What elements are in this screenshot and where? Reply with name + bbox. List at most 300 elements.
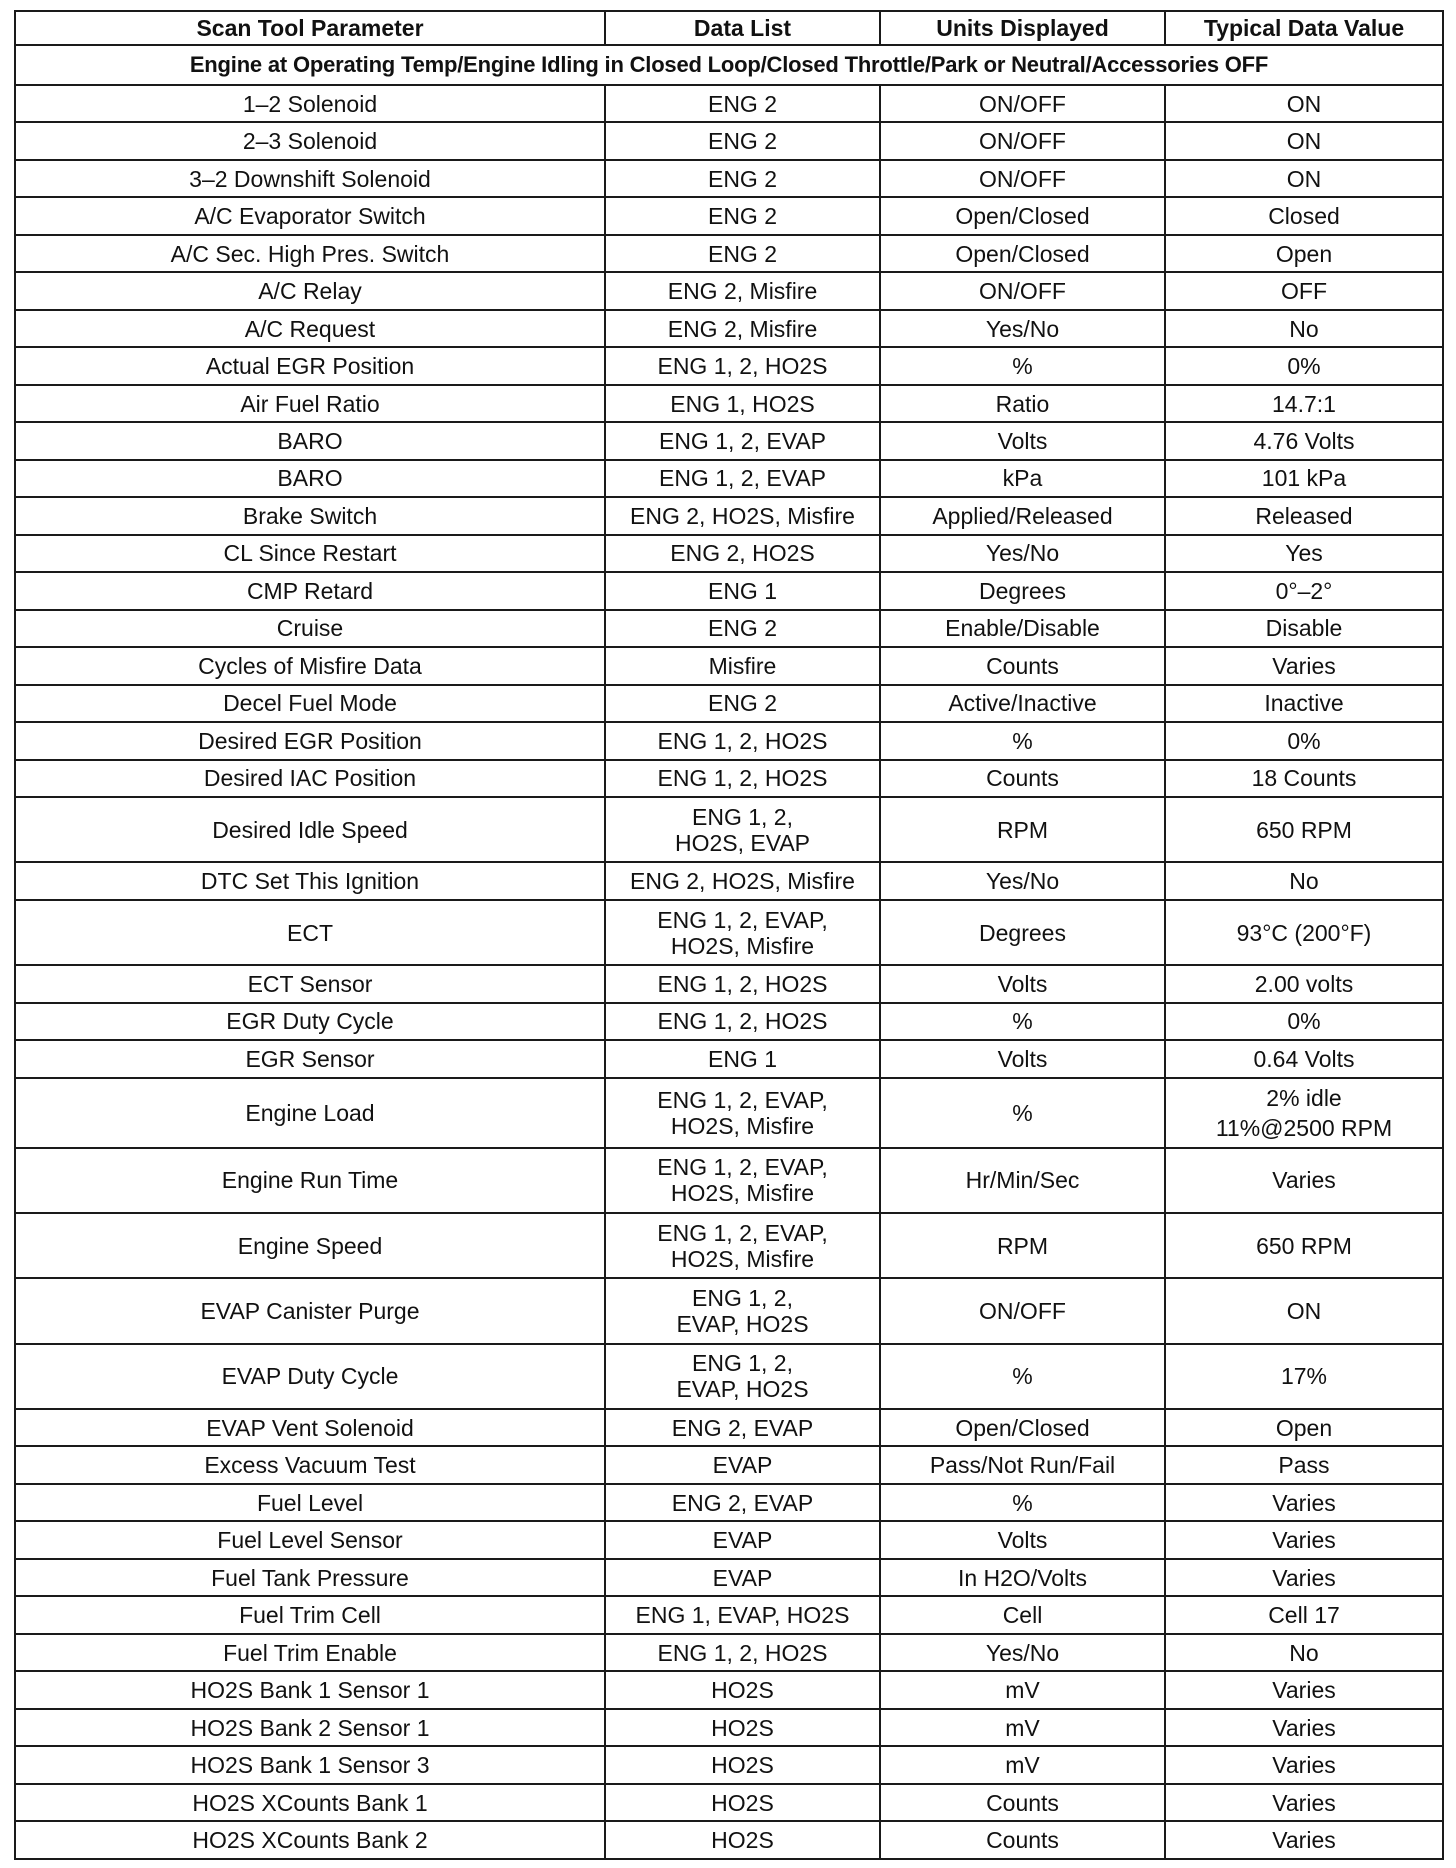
cell-data-list-line-2: HO2S, Misfire bbox=[670, 1245, 815, 1272]
cell-data-list-line: ENG 2 bbox=[707, 128, 778, 155]
cell-data-list bbox=[605, 1521, 880, 1558]
cell-units-line: Counts bbox=[986, 1827, 1059, 1854]
cell-units bbox=[880, 85, 1165, 122]
table-row bbox=[15, 965, 1443, 1002]
table-row bbox=[15, 1784, 1443, 1821]
cell-parameter bbox=[15, 1003, 605, 1040]
cell-units-line: ON/OFF bbox=[979, 278, 1066, 305]
cell-typical-value bbox=[1165, 1344, 1443, 1409]
table-row bbox=[15, 460, 1443, 497]
cell-units-line: Ratio bbox=[995, 390, 1050, 417]
cell-units-line: % bbox=[1012, 727, 1033, 754]
table-body bbox=[15, 45, 1443, 1859]
table-row bbox=[15, 385, 1443, 422]
cell-units bbox=[880, 862, 1165, 899]
cell-parameter-line: A/C Evaporator Switch bbox=[194, 203, 426, 230]
cell-data-list bbox=[605, 197, 880, 234]
header-parameter: Scan Tool Parameter bbox=[15, 11, 605, 45]
cell-units bbox=[880, 1521, 1165, 1558]
table-row bbox=[15, 1484, 1443, 1521]
cell-typical-value bbox=[1165, 347, 1443, 384]
cell-parameter bbox=[15, 85, 605, 122]
cell-data-list-line: ENG 1, 2, bbox=[692, 1285, 793, 1312]
cell-data-list-line-2: HO2S, Misfire bbox=[670, 932, 815, 959]
cell-data-list-line: EVAP bbox=[712, 1527, 773, 1554]
cell-parameter bbox=[15, 197, 605, 234]
cell-data-list bbox=[605, 572, 880, 609]
table-row bbox=[15, 1278, 1443, 1343]
cell-typical-value bbox=[1165, 310, 1443, 347]
cell-data-list-line: HO2S bbox=[711, 1789, 774, 1816]
cell-typical-value bbox=[1165, 1078, 1443, 1148]
cell-typical-value-line: Varies bbox=[1272, 1677, 1336, 1704]
table-row bbox=[15, 572, 1443, 609]
cell-parameter-line: EVAP Duty Cycle bbox=[221, 1363, 399, 1390]
cell-parameter bbox=[15, 422, 605, 459]
cell-parameter bbox=[15, 1596, 605, 1633]
cell-typical-value-line: 650 RPM bbox=[1256, 1232, 1352, 1259]
cell-typical-value bbox=[1165, 1746, 1443, 1783]
cell-typical-value-line: Varies bbox=[1272, 1752, 1336, 1779]
cell-typical-value bbox=[1165, 1003, 1443, 1040]
cell-data-list bbox=[605, 460, 880, 497]
cell-typical-value-line: Varies bbox=[1272, 1527, 1336, 1554]
cell-typical-value-line: 14.7:1 bbox=[1272, 390, 1336, 417]
cell-parameter-line: Desired EGR Position bbox=[198, 727, 422, 754]
cell-units-line: Pass/Not Run/Fail bbox=[929, 1452, 1116, 1479]
cell-parameter-line: EGR Sensor bbox=[245, 1045, 375, 1072]
scan-tool-data-table bbox=[14, 10, 1444, 1860]
cell-typical-value-line: 18 Counts bbox=[1251, 765, 1357, 792]
cell-units bbox=[880, 1213, 1165, 1278]
cell-parameter-line: HO2S Bank 1 Sensor 1 bbox=[190, 1677, 430, 1704]
cell-parameter-line: Cycles of Misfire Data bbox=[198, 652, 422, 679]
cell-parameter-line: CL Since Restart bbox=[223, 540, 397, 567]
cell-parameter-line: Cruise bbox=[276, 615, 344, 642]
cell-data-list-line: ENG 1, 2, EVAP, bbox=[657, 1154, 828, 1181]
cell-data-list-line: ENG 1, 2, EVAP, bbox=[657, 1086, 828, 1113]
cell-typical-value-line: No bbox=[1289, 868, 1319, 895]
cell-units-line: kPa bbox=[1002, 465, 1043, 492]
cell-parameter-line: HO2S Bank 2 Sensor 1 bbox=[190, 1714, 430, 1741]
cell-units-line: Volts bbox=[997, 1527, 1048, 1554]
cell-data-list-line: HO2S bbox=[711, 1714, 774, 1741]
cell-units-line: Active/Inactive bbox=[948, 690, 1097, 717]
cell-data-list-line: ENG 2 bbox=[707, 203, 778, 230]
cell-units-line: Yes/No bbox=[985, 315, 1060, 342]
cell-parameter-line: Fuel Trim Cell bbox=[239, 1602, 381, 1629]
table-row bbox=[15, 535, 1443, 572]
cell-parameter bbox=[15, 685, 605, 722]
cell-parameter-line: Fuel Level bbox=[256, 1489, 364, 1516]
table-row bbox=[15, 1634, 1443, 1671]
cell-parameter-line: HO2S XCounts Bank 2 bbox=[192, 1827, 428, 1854]
cell-typical-value bbox=[1165, 1484, 1443, 1521]
table-row bbox=[15, 1344, 1443, 1409]
cell-data-list-line: ENG 1, 2, EVAP, bbox=[657, 1219, 828, 1246]
table-row bbox=[15, 422, 1443, 459]
cell-data-list bbox=[605, 1484, 880, 1521]
cell-typical-value bbox=[1165, 1446, 1443, 1483]
cell-data-list-line: ENG 1 bbox=[707, 577, 778, 604]
cell-typical-value-line: 101 kPa bbox=[1261, 465, 1347, 492]
cell-parameter bbox=[15, 160, 605, 197]
cell-parameter-line: Desired Idle Speed bbox=[212, 816, 408, 843]
cell-typical-value bbox=[1165, 1521, 1443, 1558]
table-row bbox=[15, 685, 1443, 722]
cell-units-line: ON/OFF bbox=[979, 1298, 1066, 1325]
cell-units bbox=[880, 900, 1165, 965]
cell-data-list-line: Misfire bbox=[708, 652, 777, 679]
cell-data-list-line: ENG 2, EVAP bbox=[671, 1414, 814, 1441]
cell-typical-value bbox=[1165, 160, 1443, 197]
table-row bbox=[15, 1559, 1443, 1596]
cell-typical-value-line-2: 11%@2500 RPM bbox=[1215, 1114, 1393, 1141]
cell-typical-value-line: No bbox=[1289, 1639, 1319, 1666]
cell-units bbox=[880, 197, 1165, 234]
cell-data-list bbox=[605, 1213, 880, 1278]
cell-typical-value bbox=[1165, 685, 1443, 722]
cell-parameter bbox=[15, 1213, 605, 1278]
cell-data-list-line: ENG 1, 2, HO2S bbox=[657, 1639, 828, 1666]
table-row bbox=[15, 1148, 1443, 1213]
cell-data-list bbox=[605, 85, 880, 122]
cell-data-list bbox=[605, 862, 880, 899]
cell-typical-value bbox=[1165, 1784, 1443, 1821]
cell-parameter-line: ECT bbox=[287, 919, 333, 946]
cell-units-line: Volts bbox=[997, 1045, 1048, 1072]
cell-data-list bbox=[605, 722, 880, 759]
cell-typical-value bbox=[1165, 197, 1443, 234]
cell-data-list bbox=[605, 272, 880, 309]
cell-typical-value-line: Disable bbox=[1265, 615, 1343, 642]
cell-units bbox=[880, 235, 1165, 272]
cell-data-list bbox=[605, 797, 880, 862]
cell-typical-value bbox=[1165, 722, 1443, 759]
table-row bbox=[15, 1746, 1443, 1783]
cell-data-list-line: ENG 2 bbox=[707, 165, 778, 192]
header-typical-value: Typical Data Value bbox=[1165, 11, 1443, 45]
cell-data-list-line: ENG 2, HO2S, Misfire bbox=[630, 502, 855, 529]
cell-data-list-line: ENG 2, EVAP bbox=[671, 1489, 814, 1516]
cell-data-list bbox=[605, 1409, 880, 1446]
cell-typical-value-line: 0.64 Volts bbox=[1253, 1045, 1355, 1072]
cell-typical-value-line: Closed bbox=[1268, 203, 1340, 230]
table-row bbox=[15, 760, 1443, 797]
cell-typical-value-line: 93°C (200°F) bbox=[1236, 919, 1372, 946]
cell-units bbox=[880, 272, 1165, 309]
cell-parameter bbox=[15, 497, 605, 534]
cell-units-line: Open/Closed bbox=[955, 203, 1090, 230]
cell-parameter-line: Decel Fuel Mode bbox=[223, 690, 397, 717]
cell-units bbox=[880, 1078, 1165, 1148]
table-row bbox=[15, 347, 1443, 384]
cell-units bbox=[880, 535, 1165, 572]
cell-typical-value-line: OFF bbox=[1281, 278, 1327, 305]
table-row bbox=[15, 122, 1443, 159]
cell-parameter bbox=[15, 722, 605, 759]
cell-units-line: Cell bbox=[1002, 1602, 1043, 1629]
cell-typical-value-line: Cell 17 bbox=[1268, 1602, 1340, 1629]
cell-data-list-line: ENG 1, 2, HO2S bbox=[657, 727, 828, 754]
cell-data-list-line: ENG 1, 2, HO2S bbox=[657, 765, 828, 792]
cell-parameter-line: EGR Duty Cycle bbox=[226, 1008, 394, 1035]
cell-units bbox=[880, 1821, 1165, 1859]
cell-parameter bbox=[15, 572, 605, 609]
cell-data-list bbox=[605, 1148, 880, 1213]
cell-units-line: Open/Closed bbox=[955, 240, 1090, 267]
cell-parameter bbox=[15, 1784, 605, 1821]
cell-typical-value bbox=[1165, 235, 1443, 272]
table-row bbox=[15, 1078, 1443, 1148]
cell-data-list-line: HO2S bbox=[711, 1752, 774, 1779]
cell-data-list-line: EVAP bbox=[712, 1452, 773, 1479]
cell-typical-value-line: Varies bbox=[1272, 1827, 1336, 1854]
cell-units bbox=[880, 422, 1165, 459]
cell-typical-value bbox=[1165, 965, 1443, 1002]
cell-parameter-line: Brake Switch bbox=[242, 502, 378, 529]
table-row bbox=[15, 1446, 1443, 1483]
header-data-list: Data List bbox=[605, 11, 880, 45]
cell-units-line: Applied/Released bbox=[932, 502, 1113, 529]
cell-units bbox=[880, 1634, 1165, 1671]
cell-parameter bbox=[15, 1078, 605, 1148]
cell-parameter bbox=[15, 460, 605, 497]
cell-units bbox=[880, 1409, 1165, 1446]
cell-units bbox=[880, 1148, 1165, 1213]
cell-typical-value bbox=[1165, 497, 1443, 534]
cell-data-list bbox=[605, 1709, 880, 1746]
cell-units bbox=[880, 497, 1165, 534]
cell-parameter bbox=[15, 900, 605, 965]
cell-parameter bbox=[15, 1040, 605, 1077]
cell-units-line: Enable/Disable bbox=[945, 615, 1100, 642]
cell-data-list-line: ENG 1, 2, EVAP bbox=[658, 428, 827, 454]
cell-parameter bbox=[15, 1148, 605, 1213]
cell-typical-value-line: No bbox=[1289, 315, 1319, 342]
cell-units-line: % bbox=[1012, 1363, 1033, 1390]
cell-typical-value bbox=[1165, 1634, 1443, 1671]
cell-typical-value-line: Open bbox=[1275, 1414, 1333, 1441]
cell-units bbox=[880, 1671, 1165, 1708]
cell-data-list-line-2: HO2S, EVAP bbox=[674, 829, 811, 856]
cell-typical-value bbox=[1165, 385, 1443, 422]
cell-data-list bbox=[605, 497, 880, 534]
cell-units bbox=[880, 760, 1165, 797]
cell-data-list bbox=[605, 1003, 880, 1040]
cell-typical-value bbox=[1165, 460, 1443, 497]
cell-units-line: In H2O/Volts bbox=[957, 1564, 1088, 1591]
cell-parameter bbox=[15, 535, 605, 572]
cell-parameter bbox=[15, 122, 605, 159]
cell-parameter-line: Actual EGR Position bbox=[205, 353, 415, 380]
cell-typical-value bbox=[1165, 1596, 1443, 1633]
cell-parameter bbox=[15, 862, 605, 899]
cell-typical-value-line: 0% bbox=[1287, 727, 1321, 754]
cell-typical-value bbox=[1165, 1278, 1443, 1343]
cell-units bbox=[880, 965, 1165, 1002]
cell-parameter bbox=[15, 1559, 605, 1596]
table-row bbox=[15, 862, 1443, 899]
cell-data-list-line: ENG 1, 2, EVAP, bbox=[657, 906, 828, 933]
cell-data-list-line: ENG 2 bbox=[707, 690, 778, 717]
cell-parameter bbox=[15, 1344, 605, 1409]
cell-parameter-line: HO2S Bank 1 Sensor 3 bbox=[190, 1752, 430, 1779]
table-row bbox=[15, 1821, 1443, 1859]
cell-data-list bbox=[605, 422, 880, 459]
cell-typical-value bbox=[1165, 122, 1443, 159]
table-header-row bbox=[15, 11, 1443, 45]
table-row bbox=[15, 1521, 1443, 1558]
cell-parameter-line: HO2S XCounts Bank 1 bbox=[192, 1789, 428, 1816]
cell-typical-value bbox=[1165, 1821, 1443, 1859]
cell-parameter bbox=[15, 347, 605, 384]
cell-units-line: Hr/Min/Sec bbox=[965, 1167, 1080, 1194]
cell-data-list-line: ENG 1, 2, HO2S bbox=[657, 1008, 828, 1035]
table-row bbox=[15, 1213, 1443, 1278]
cell-typical-value bbox=[1165, 610, 1443, 647]
cell-units-line: ON/OFF bbox=[979, 90, 1066, 117]
cell-parameter bbox=[15, 1484, 605, 1521]
table-row bbox=[15, 1409, 1443, 1446]
cell-typical-value bbox=[1165, 797, 1443, 862]
cell-data-list-line: ENG 1, HO2S bbox=[670, 390, 815, 417]
cell-parameter bbox=[15, 1709, 605, 1746]
cell-parameter-line: Engine Run Time bbox=[221, 1167, 399, 1194]
table-row bbox=[15, 160, 1443, 197]
cell-typical-value bbox=[1165, 1213, 1443, 1278]
cell-typical-value-line: 0°–2° bbox=[1275, 577, 1333, 604]
cell-parameter-line: Excess Vacuum Test bbox=[204, 1452, 416, 1479]
cell-data-list-line: EVAP bbox=[712, 1564, 773, 1591]
cell-units bbox=[880, 572, 1165, 609]
cell-units-line: mV bbox=[1005, 1677, 1040, 1704]
cell-parameter-line: Fuel Level Sensor bbox=[217, 1527, 403, 1554]
cell-units-line: Degrees bbox=[979, 919, 1066, 946]
cell-units-line: Volts bbox=[997, 428, 1048, 454]
cell-typical-value bbox=[1165, 1148, 1443, 1213]
cell-data-list bbox=[605, 122, 880, 159]
table-row bbox=[15, 310, 1443, 347]
cell-typical-value bbox=[1165, 1671, 1443, 1708]
cell-units-line: % bbox=[1012, 353, 1033, 380]
table-row bbox=[15, 272, 1443, 309]
cell-units-line: Counts bbox=[986, 1789, 1059, 1816]
cell-typical-value-line: 650 RPM bbox=[1256, 816, 1352, 843]
cell-data-list bbox=[605, 1671, 880, 1708]
cell-typical-value-line: Varies bbox=[1272, 1564, 1336, 1591]
cell-units bbox=[880, 1003, 1165, 1040]
cell-parameter-line: A/C Request bbox=[244, 315, 376, 342]
cell-typical-value bbox=[1165, 1040, 1443, 1077]
cell-data-list-line: HO2S bbox=[711, 1677, 774, 1704]
cell-units-line: % bbox=[1012, 1099, 1033, 1126]
cell-data-list bbox=[605, 310, 880, 347]
cell-parameter-line: EVAP Canister Purge bbox=[200, 1298, 420, 1325]
cell-units-line: RPM bbox=[996, 816, 1049, 843]
cell-parameter bbox=[15, 1746, 605, 1783]
table-row bbox=[15, 197, 1443, 234]
cell-units bbox=[880, 1344, 1165, 1409]
cell-data-list bbox=[605, 385, 880, 422]
cell-data-list-line: ENG 1, 2, bbox=[692, 1350, 793, 1377]
cell-parameter-line: 1–2 Solenoid bbox=[242, 90, 378, 117]
cell-units bbox=[880, 1484, 1165, 1521]
cell-units bbox=[880, 347, 1165, 384]
cell-typical-value bbox=[1165, 422, 1443, 459]
table-row bbox=[15, 1040, 1443, 1077]
cell-data-list-line: ENG 2 bbox=[707, 90, 778, 117]
cell-units bbox=[880, 160, 1165, 197]
cell-typical-value-line: Yes bbox=[1285, 540, 1323, 567]
cell-typical-value-line: 17% bbox=[1280, 1363, 1328, 1390]
cell-typical-value-line: 0% bbox=[1287, 1008, 1321, 1035]
table-row bbox=[15, 610, 1443, 647]
cell-parameter bbox=[15, 760, 605, 797]
cell-data-list bbox=[605, 160, 880, 197]
cell-units bbox=[880, 460, 1165, 497]
cell-data-list-line-2: HO2S, Misfire bbox=[670, 1180, 815, 1207]
cell-typical-value bbox=[1165, 1709, 1443, 1746]
cell-parameter bbox=[15, 1409, 605, 1446]
cell-data-list bbox=[605, 535, 880, 572]
cell-typical-value-line: ON bbox=[1286, 165, 1322, 192]
cell-typical-value bbox=[1165, 535, 1443, 572]
cell-typical-value-line: ON bbox=[1286, 128, 1322, 155]
cell-units bbox=[880, 1709, 1165, 1746]
cell-typical-value-line: Varies bbox=[1272, 1714, 1336, 1741]
cell-typical-value-line: Pass bbox=[1278, 1452, 1330, 1479]
cell-data-list bbox=[605, 1040, 880, 1077]
cell-units-line: % bbox=[1012, 1008, 1033, 1035]
cell-data-list-line-2: HO2S, Misfire bbox=[670, 1112, 815, 1139]
cell-units-line: Counts bbox=[986, 652, 1059, 679]
table-row bbox=[15, 497, 1443, 534]
cell-parameter-line: A/C Sec. High Pres. Switch bbox=[170, 240, 450, 267]
cell-typical-value bbox=[1165, 1559, 1443, 1596]
cell-data-list bbox=[605, 1278, 880, 1343]
cell-typical-value bbox=[1165, 862, 1443, 899]
cell-parameter bbox=[15, 1634, 605, 1671]
cell-units bbox=[880, 1746, 1165, 1783]
cell-units bbox=[880, 310, 1165, 347]
cell-parameter bbox=[15, 797, 605, 862]
cell-units-line: Open/Closed bbox=[955, 1414, 1090, 1441]
header-units: Units Displayed bbox=[880, 11, 1165, 45]
cell-parameter bbox=[15, 1521, 605, 1558]
cell-parameter-line: Engine Load bbox=[245, 1099, 375, 1126]
cell-typical-value bbox=[1165, 85, 1443, 122]
cell-typical-value bbox=[1165, 647, 1443, 684]
cell-parameter bbox=[15, 610, 605, 647]
cell-data-list bbox=[605, 965, 880, 1002]
cell-data-list bbox=[605, 1746, 880, 1783]
cell-units bbox=[880, 1278, 1165, 1343]
cell-typical-value-line: Open bbox=[1275, 240, 1333, 267]
cell-data-list-line: ENG 1, 2, HO2S bbox=[657, 353, 828, 380]
cell-units-line: ON/OFF bbox=[979, 165, 1066, 192]
cell-data-list bbox=[605, 610, 880, 647]
cell-data-list-line: ENG 1, EVAP, HO2S bbox=[635, 1602, 850, 1629]
cell-units-line: Yes/No bbox=[985, 540, 1060, 567]
cell-typical-value-line: 4.76 Volts bbox=[1253, 428, 1355, 454]
table-row bbox=[15, 85, 1443, 122]
cell-units bbox=[880, 1784, 1165, 1821]
table-row bbox=[15, 900, 1443, 965]
cell-parameter-line: CMP Retard bbox=[246, 577, 374, 604]
cell-data-list-line: ENG 2 bbox=[707, 615, 778, 642]
cell-units bbox=[880, 797, 1165, 862]
